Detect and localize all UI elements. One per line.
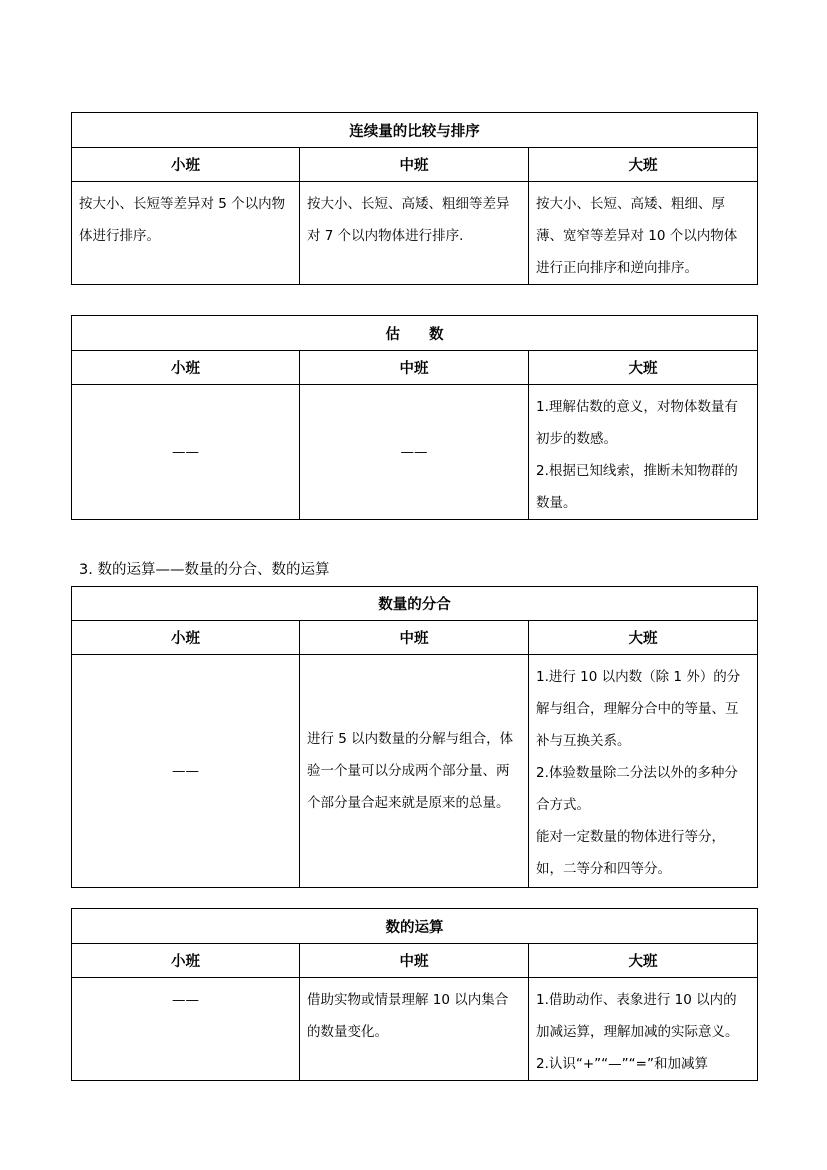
cell-small xyxy=(72,385,300,520)
cell-text: 2.根据已知线索，推断未知物群的数量。 xyxy=(536,463,738,511)
col-header-middle: 中班 xyxy=(300,351,529,385)
col-header-middle: 中班 xyxy=(300,944,529,978)
cell-text: —— xyxy=(400,444,428,460)
cell-text: 按大小、长短、高矮、粗细、厚薄、宽窄等差异对 10 个以内物体进行正向排序和逆向排序。 xyxy=(536,196,738,276)
cell-large xyxy=(529,655,758,888)
cell-middle xyxy=(300,182,529,285)
cell-middle xyxy=(300,385,529,520)
col-header-middle: 中班 xyxy=(300,148,529,182)
cell-text: 按大小、长短、高矮、粗细等差异对 7 个以内物体进行排序. xyxy=(307,196,510,244)
col-header-large: 大班 xyxy=(529,351,758,385)
cell-text: 能对一定数量的物体进行等分，如，二等分和四等分。 xyxy=(536,829,725,877)
col-header-large: 大班 xyxy=(529,148,758,182)
col-header-small: 小班 xyxy=(72,944,300,978)
table-title: 连续量的比较与排序 xyxy=(72,113,758,148)
cell-text: 按大小、长短等差异对 5 个以内物体进行排序。 xyxy=(79,196,286,244)
table-title: 估 数 xyxy=(72,316,758,351)
cell-middle xyxy=(300,978,529,1081)
cell-large xyxy=(529,385,758,520)
cell-text: —— xyxy=(172,444,199,460)
table-continuous-quantity xyxy=(71,112,758,285)
cell-text: —— xyxy=(172,992,199,1008)
table-title: 数的运算 xyxy=(72,909,758,944)
cell-small xyxy=(72,655,300,888)
cell-small xyxy=(72,978,300,1081)
cell-text: —— xyxy=(172,763,199,779)
section-heading: 3. 数的运算——数量的分合、数的运算 xyxy=(79,562,330,578)
cell-text: 1.理解估数的意义，对物体数量有初步的数感。 xyxy=(536,399,738,447)
cell-text: 1.进行 10 以内数（除 1 外）的分解与组合，理解分合中的等量、互补与互换关系。 xyxy=(536,669,741,749)
table-number-composition xyxy=(71,586,758,888)
cell-text: 1.借助动作、表象进行 10 以内的加减运算，理解加减的实际意义。 xyxy=(536,992,739,1040)
cell-large xyxy=(529,182,758,285)
cell-middle xyxy=(300,655,529,888)
table-number-operations xyxy=(71,908,758,1081)
col-header-small: 小班 xyxy=(72,351,300,385)
table-title: 数量的分合 xyxy=(72,587,758,621)
col-header-large: 大班 xyxy=(529,621,758,655)
col-header-small: 小班 xyxy=(72,621,300,655)
cell-text: 进行 5 以内数量的分解与组合，体验一个量可以分成两个部分量、两个部分量合起来就是原来的总量。 xyxy=(307,731,514,811)
cell-text: 2.认识“+”“—”“=”和加减算 xyxy=(536,1056,708,1072)
cell-small xyxy=(72,182,300,285)
col-header-middle: 中班 xyxy=(300,621,529,655)
cell-large xyxy=(529,978,758,1081)
cell-text: 借助实物或情景理解 10 以内集合的数量变化。 xyxy=(307,992,509,1040)
cell-text: 2.体验数量除二分法以外的多种分合方式。 xyxy=(536,765,738,813)
col-header-large: 大班 xyxy=(529,944,758,978)
col-header-small: 小班 xyxy=(72,148,300,182)
table-estimation xyxy=(71,315,758,520)
